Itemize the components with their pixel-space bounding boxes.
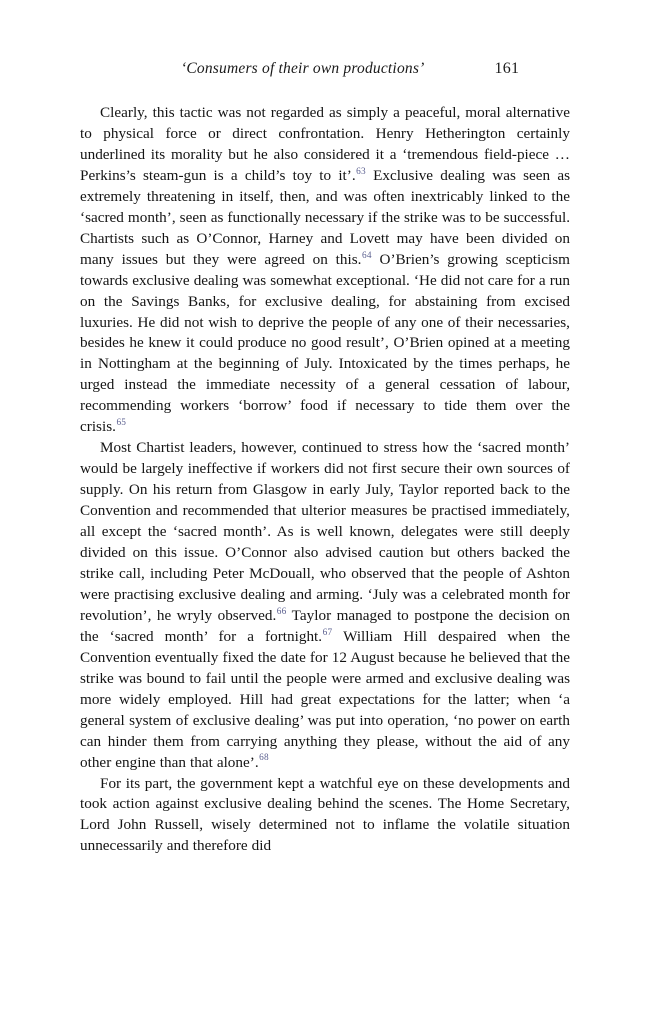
footnote-marker[interactable]: 67 [322,627,333,638]
body-text-block [80,103,570,857]
body-paragraph: For its part, the government kept a watchful eye on these developments and took action against exclusive dealing behind the scenes. The Home Secretary, Lord John Russell, wisely determined not to inflame the volatile situation unnecessarily and therefore did [80,774,570,855]
running-header-title: ‘Consumers of their own productions’ [181,60,425,77]
footnote-marker[interactable]: 65 [116,418,127,429]
footnote-marker[interactable]: 63 [356,166,366,177]
running-header [80,60,570,82]
page-number: 161 [494,60,520,77]
body-paragraph: Most Chartist leaders, however, continued to stress how the ‘sacred month’ would be largely ineffective if workers did not first secure their own sources of supply. On his return from Glasgow in early July, Taylor reported back to the Convention and recommended that ulterior measures be practised immediately, all except the ‘sacred month’. As is well known, delegates were still deeply divided on this issue. O’Connor also advised caution but others backed the strike call, including Peter McDouall, who observed that the people of Ashton were practising exclusive dealing and arming. ‘July was a celebrated month for revolution’, he wryly observed.$^{66}$ Taylor managed to postpone the decision on the ‘sacred month’ for a fortnight.$^{67}$ William Hill despaired when the Convention eventually fixed the date for 12 August because he believed that the strike was bound to fail until the people were armed and exclusive dealing was more widely employed. Hill had great expectations for the latter; when ‘a general system of exclusive dealing’ was put into operation, ‘no power on earth can hinder them from carrying anything they please, without the aid of any other engine than that alone’.$^{68}$ [80,439,570,771]
footnote-marker[interactable]: 64 [361,250,372,261]
footnote-marker[interactable]: 66 [276,606,287,617]
footnote-marker[interactable]: 68 [259,753,269,764]
body-paragraph: Clearly, this tactic was not regarded as simply a peaceful, moral alternative to physical force or direct confrontation. Henry Hetherington certainly underlined its morality but he also considered it a ‘tremendous field-piece … Perkins’s steam-gun is a child’s toy to it’.$^{63}$ Exclusive dealing was seen as extremely threatening in itself, then, and was often inextricably linked to the ‘sacred month’, seen as functionally necessary if the strike was to be successful. Chartists such as O’Connor, Harney and Lovett may have been divided on many issues but they were agreed on this.$^{64}$ O’Brien’s growing scepticism towards exclusive dealing was somewhat exceptional. ‘He did not care for a run on the Savings Banks, for exclusive dealing, for abstaining from excised luxuries. He did not wish to deprive the people of any one of their necessaries, besides he knew it could produce no good result’, O’Brien opined at a meeting in Nottingham at the beginning of July. Intoxicated by the times perhaps, he urged instead the immediate necessity of a general cessation of labour, recommending workers ‘borrow’ food if necessary to tide them over the crisis.$^{65}$ [80,104,570,436]
